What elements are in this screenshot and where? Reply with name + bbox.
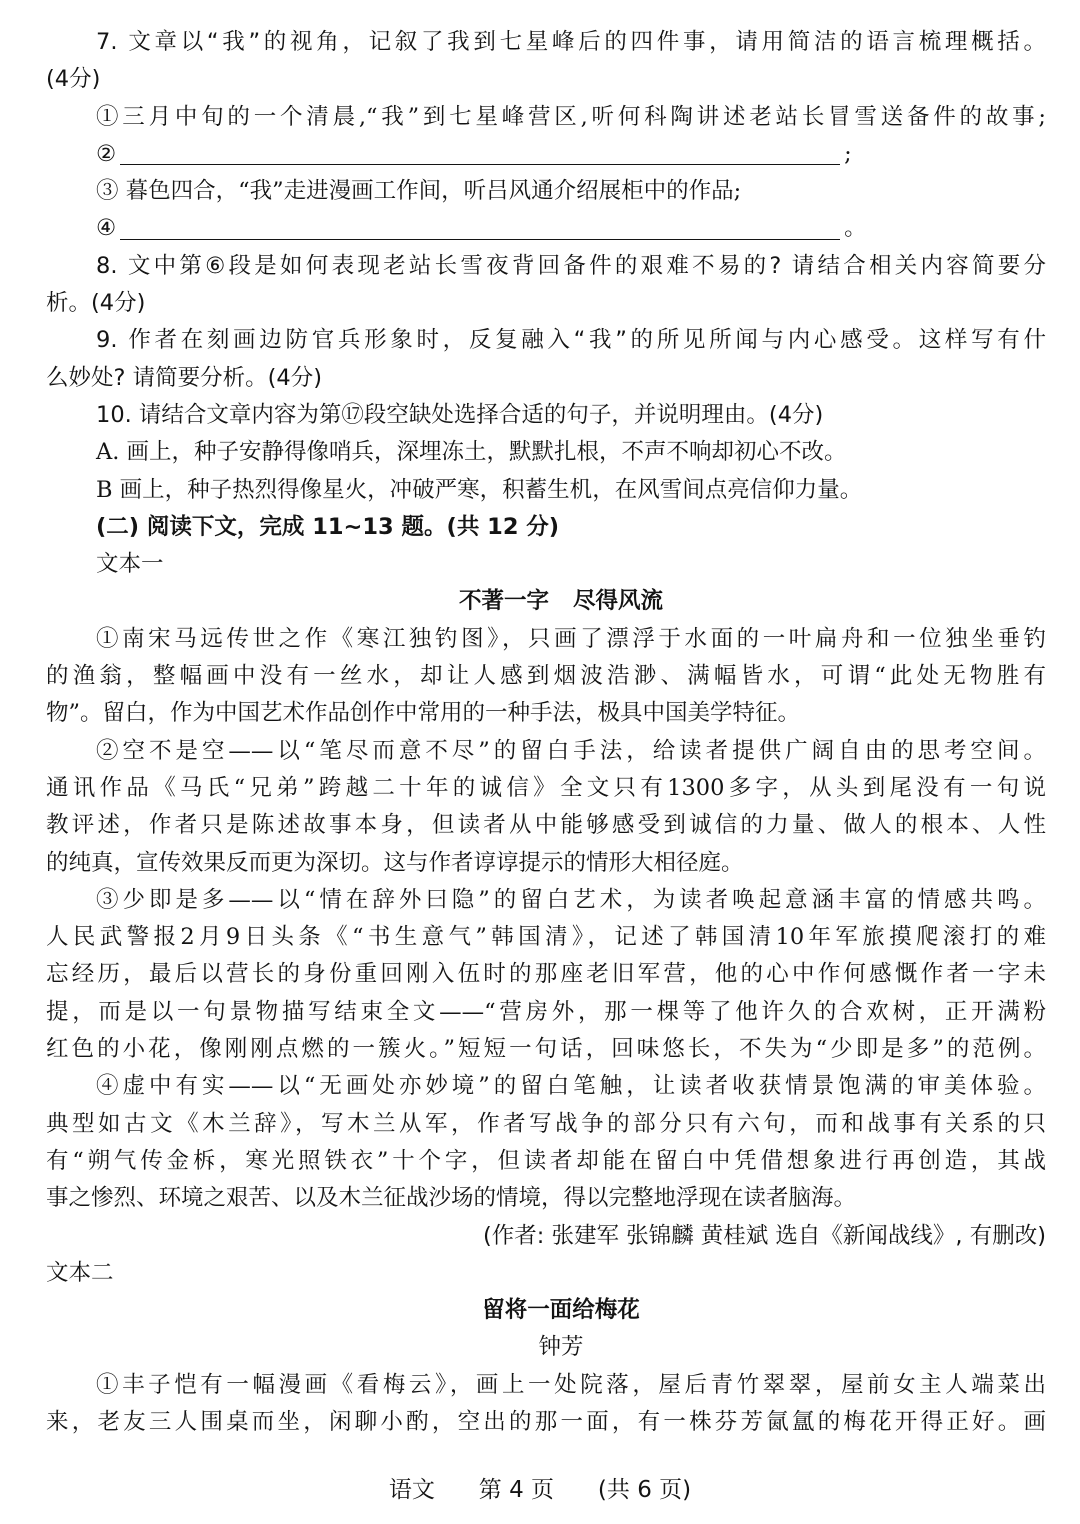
q7-item4-prefix: ④: [96, 215, 117, 242]
q10-option-a: A. 画上，种子安静得像哨兵，深埋冻土，默默扎根，不声不响却初心不改。: [96, 439, 847, 466]
text1-paragraph-3: [46, 882, 1046, 1068]
q7-item2-suffix: ;: [844, 140, 852, 167]
text2-paragraph-1: [46, 1367, 1046, 1442]
q7-item2: [46, 136, 1046, 173]
text2-author: 钟芳: [538, 1334, 584, 1361]
paragraph-line: 忘经历，最后以营长的身份重回刚入伍时的那座老旧军营，他的心中作何感慨作者一字未: [46, 961, 1046, 988]
q10-line1: 10. 请结合文章内容为第⑰段空缺处选择合适的句子，并说明理由。(4分): [96, 401, 824, 428]
paragraph-line: 典型如古文《木兰辞》，写木兰从军，作者写战争的部分只有六句，而和战事有关系的只: [46, 1110, 1046, 1137]
q7-line2: (4分): [46, 66, 101, 93]
page-footer: [0, 1472, 1080, 1508]
paragraph-line: 的渔翁，整幅画中没有一丝水，却让人感到烟波浩渺、满幅皆水，可谓“此处无物胜有: [46, 663, 1046, 690]
text1-paragraph-4: [46, 1068, 1046, 1217]
text1-title-part2: 尽得风流: [573, 588, 664, 615]
paragraph-line: 人民武警报2月9日头条《“书生意气”韩国清》，记述了韩国清10年军旅摸爬滚打的难: [46, 924, 1046, 951]
text1-paragraph-2: [46, 733, 1046, 882]
text1-label: 文本一: [96, 551, 164, 578]
q7-item3: ③ 暮色四合，“我”走进漫画工作间，听吕风通介绍展柜中的作品;: [96, 178, 742, 205]
text1-title-part1: 不著一字: [458, 588, 549, 615]
q9-line2: 么妙处? 请简要分析。(4分): [46, 364, 322, 391]
text1-source: (作者: 张建军 张锦麟 黄桂斌 选自《新闻战线》, 有删改): [482, 1222, 1046, 1249]
q9-line1: 9. 作者在刻画边防官兵形象时，反复融入“我”的所见所闻与内心感受。这样写有什: [96, 327, 1046, 354]
paragraph-line: 有“朔气传金柝，寒光照铁衣”十个字，但读者却能在留白中凭借想象进行再创造，其战: [46, 1147, 1046, 1174]
paragraph-line: ①丰子恺有一幅漫画《看梅云》，画上一处院落，屋后青竹翠翠，屋前女主人端菜出: [96, 1371, 1046, 1398]
footer-subject: 语文: [388, 1477, 435, 1503]
paragraph-line: ①南宋马远传世之作《寒江独钓图》，只画了漂浮于水面的一叶扁舟和一位独坐垂钓: [96, 625, 1046, 652]
paragraph-line: ③少即是多——以“情在辞外曰隐”的留白艺术，为读者唤起意涵丰富的情感共鸣。: [96, 886, 1046, 913]
paragraph-line: 提，而是以一句景物描写结束全文——“营房外，那一棵等了他许久的合欢树，正开满粉: [46, 998, 1046, 1025]
q8-line2: 析。(4分): [46, 290, 146, 317]
q10-option-b: B 画上，种子热烈得像星火，冲破严寒，积蓄生机，在风雪间点亮信仰力量。: [96, 476, 863, 503]
q7-line1: 7. 文章以“我”的视角，记叙了我到七星峰后的四件事，请用简洁的语言梳理概括。: [96, 29, 1046, 55]
text2-label: 文本二: [46, 1259, 114, 1286]
footer-total-pages: (共 6 页): [597, 1477, 692, 1503]
q7-item4-suffix: 。: [844, 215, 867, 242]
paragraph-line: 物”。留白，作为中国艺术作品创作中常用的一种手法，极具中国美学特征。: [46, 700, 801, 727]
text2-title: 留将一面给梅花: [482, 1297, 640, 1324]
paragraph-line: 来，老友三人围桌而坐，闲聊小酌，空出的那一面，有一株芬芳氤氲的梅花开得正好。画: [46, 1408, 1046, 1435]
q7-item4: [46, 210, 1046, 247]
section2-heading: (二) 阅读下文，完成 11~13 题。(共 12 分): [96, 513, 560, 540]
q7-item2-prefix: ②: [96, 140, 117, 167]
text1-title: [46, 583, 1046, 620]
q7-item1: ①三月中旬的一个清晨,“我”到七星峰营区,听何科陶讲述老站长冒雪送备件的故事;: [96, 103, 1046, 130]
footer-page-number: 第 4 页: [478, 1477, 555, 1503]
paragraph-line: 通讯作品《马氏“兄弟”跨越二十年的诚信》全文只有1300多字，从头到尾没有一句说: [46, 774, 1046, 801]
paragraph-line: 的纯真，宣传效果反而更为深切。这与作者谆谆提示的情形大相径庭。: [46, 849, 744, 876]
q7-item2-answer-blank[interactable]: [120, 140, 840, 165]
text1-paragraph-1: [46, 621, 1046, 733]
paragraph-line: ④虚中有实——以“无画处亦妙境”的留白笔触，让读者收获情景饱满的审美体验。: [96, 1073, 1046, 1100]
paragraph-line: 事之惨烈、环境之艰苦、以及木兰征战沙场的情境，得以完整地浮现在读者脑海。: [46, 1185, 857, 1212]
q7-item4-answer-blank[interactable]: [120, 215, 840, 240]
paragraph-line: 红色的小花，像刚刚点燃的一簇火。”短短一句话，回味悠长，不失为“少即是多”的范例。: [46, 1036, 1046, 1063]
paragraph-line: 教评述，作者只是陈述故事本身，但读者从中能够感受到诚信的力量、做人的根本、人性: [46, 812, 1046, 839]
q8-line1: 8. 文中第⑥段是如何表现老站长雪夜背回备件的艰难不易的? 请结合相关内容简要分: [96, 252, 1046, 279]
paragraph-line: ②空不是空——以“笔尽而意不尽”的留白手法，给读者提供广阔自由的思考空间。: [96, 737, 1046, 764]
